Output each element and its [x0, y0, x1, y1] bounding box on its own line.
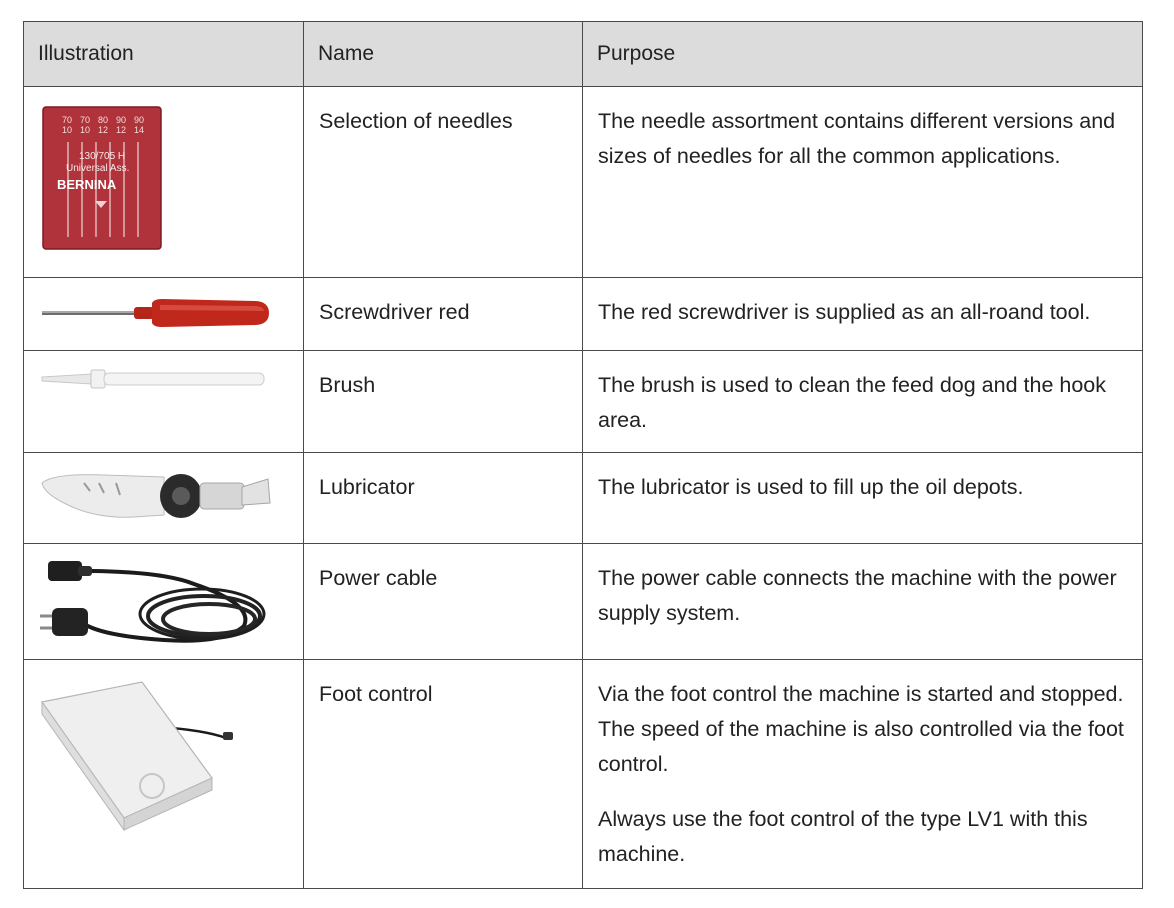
needle-size-bottom-3: 12	[116, 125, 127, 135]
needle-size-top-4: 90	[134, 115, 145, 125]
screwdriver-image	[24, 278, 304, 351]
needle-size-top-1: 70	[80, 115, 91, 125]
needle-size-bottom-0: 10	[62, 125, 73, 135]
purpose-paragraph: The power cable connects the machine with the power supply system.	[598, 566, 1117, 625]
row-purpose	[583, 453, 1143, 544]
purpose-paragraph: Always use the foot control of the type LV1 with this machine.	[598, 807, 1088, 866]
row-name: Lubricator	[304, 453, 583, 544]
row-name: Screwdriver red	[304, 278, 583, 351]
foot-control-image	[24, 660, 304, 889]
purpose-paragraph: The needle assortment contains different versions and sizes of needles for all the common applications.	[598, 109, 1116, 168]
needle-size-bottom-1: 10	[80, 125, 91, 135]
needle-size-top-3: 90	[116, 115, 127, 125]
needle-system-label: 130/705 H	[79, 151, 126, 162]
table-row	[24, 453, 1143, 544]
table-header-row	[24, 22, 1143, 87]
row-name: Brush	[304, 351, 583, 453]
table-row	[24, 544, 1143, 660]
needle-size-bottom-4: 14	[134, 125, 145, 135]
table-row	[24, 278, 1143, 351]
accessories-table	[23, 21, 1143, 889]
purpose-paragraph: The brush is used to clean the feed dog and the hook area.	[598, 373, 1107, 432]
row-purpose	[583, 660, 1143, 889]
needle-brand-label: BERNINA	[57, 177, 117, 192]
power-cable-image	[24, 544, 304, 660]
row-purpose	[583, 87, 1143, 278]
purpose-paragraph: Via the foot control the machine is started and stopped. The speed of the machine is also controlled via the foot control.	[598, 682, 1124, 776]
header-illustration: Illustration	[24, 22, 304, 87]
needle-pack-image	[24, 87, 304, 278]
row-name: Foot control	[304, 660, 583, 889]
table-row	[24, 660, 1143, 889]
needle-assortment-label: Universal Ass.	[66, 163, 130, 174]
brush-image	[24, 351, 304, 453]
needle-size-bottom-2: 12	[98, 125, 109, 135]
table-row	[24, 351, 1143, 453]
row-purpose	[583, 544, 1143, 660]
needle-size-top-0: 70	[62, 115, 73, 125]
row-name: Selection of needles	[304, 87, 583, 278]
lubricator-image	[24, 453, 304, 544]
header-name: Name	[304, 22, 583, 87]
row-purpose	[583, 278, 1143, 351]
purpose-paragraph: The lubricator is used to fill up the oil depots.	[598, 475, 1024, 499]
purpose-paragraph: The red screwdriver is supplied as an all-roand tool.	[598, 300, 1091, 324]
needle-size-top-2: 80	[98, 115, 109, 125]
row-name: Power cable	[304, 544, 583, 660]
table-row	[24, 87, 1143, 278]
row-purpose	[583, 351, 1143, 453]
header-purpose: Purpose	[583, 22, 1143, 87]
